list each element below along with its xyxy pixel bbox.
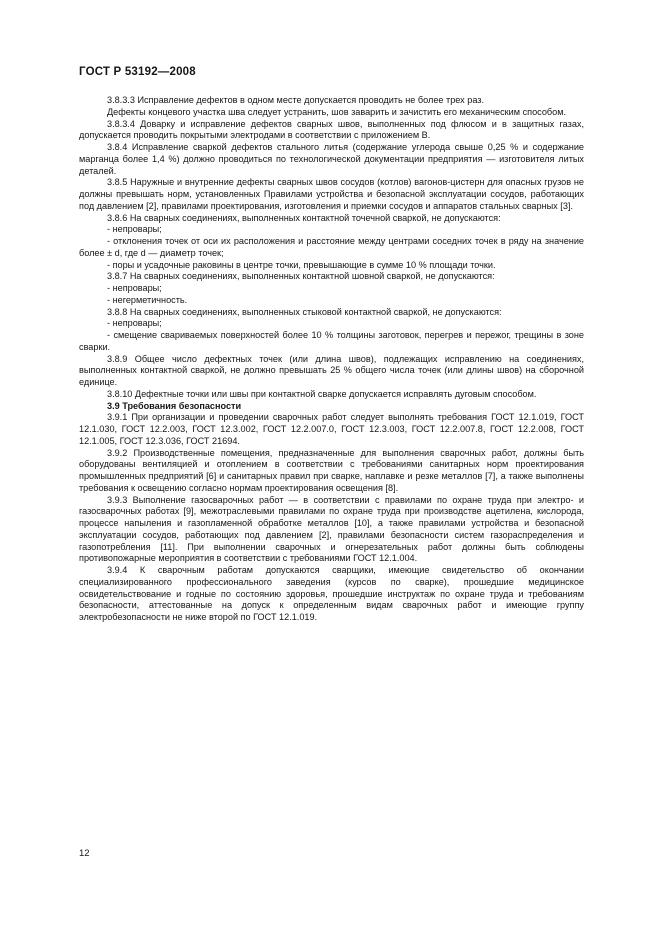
list-item: - непровары; (107, 283, 162, 293)
paragraph: Дефекты концевого участка шва следует устранить, шов заварить и зачистить его механическим способом. (107, 106, 567, 117)
paragraph: 3.8.3.4 Доварку и исправление дефектов сварных швов, выполненных под флюсом и в защитных газах, допускается проводить покрытыми электродами в соответствии с приложением В. (79, 118, 584, 141)
paragraph: 3.8.3.3 Исправление дефектов в одном месте допускается проводить не более трех раз. (107, 95, 485, 105)
paragraph: 3.8.9 Общее число дефектных точек (или длина швов), подлежащих исправлению на соединениях, выполненных контактной сваркой, не должно превышать 25 % общего числа точек (или длины швов) на сборочной единице. (79, 353, 584, 387)
paragraph: 3.9.2 Производственные помещения, предназначенные для выполнения сварочных работ, должны быть оборудованы вентиляцией и отоплением в соответствии с требованиями санитарных норм проектирования промышленных предприятий [6] и санитарных правил при сварке, наплавке и резке металлов [7], а также выполнены требования к освещению согласно нормам проектирования освещения [8]. (79, 447, 584, 493)
paragraph: 3.8.5 Наружные и внутренние дефекты сварных швов сосудов (котлов) вагонов-цистерн для опасных грузов не должны превышать норм, установленных Правилами устройства и безопасной эксплуатации сосудов, работающих под давлением [2], правилами проектирования, изготовления и приемки сосудов и аппаратов стальных сварных [3]. (79, 177, 584, 211)
section-heading: 3.9 Требования безопасности (107, 400, 242, 411)
list-item: - смещение свариваемых поверхностей более 10 % толщины заготовок, перегрев и пережог, трещины в зоне сварки. (79, 330, 584, 352)
paragraph: 3.9.3 Выполнение газосварочных работ — в соответствии с правилами по охране труда при электро- и газосварочных работах [9], межотраслевыми правилами по охране труда при производстве ацетилена, кислорода, процессе напыления и газопламенной обработке металлов [10], а также правилами устройства и безопасной эксплуатации сосудов, работающих под давлением [2], правилами безопасности систем газораспределения и газопотребления [11]. При выполнении сварочных и огнерезательных работ должны быть соблюдены противопожарные мероприятия в соответствии с требованиями ГОСТ 12.1.004. (79, 494, 584, 564)
list-item: - непровары; (107, 318, 162, 329)
page-number: 12 (79, 848, 90, 859)
paragraph: 3.8.10 Дефектные точки или швы при контактной сварке допускается исправлять дуговым способом. (107, 388, 537, 399)
document-body (79, 95, 584, 624)
list-item: - отклонения точек от оси их расположения и расстояние между центрами соседних точек в ряду на значение более ± d, где d — диаметр точек; (79, 236, 584, 258)
list-item: - непровары; (107, 224, 162, 235)
paragraph: 3.8.7 На сварных соединениях, выполненных контактной шовной сваркой, не допускаются: (107, 271, 495, 282)
paragraph: 3.8.8 На сварных соединениях, выполненных стыковой контактной сваркой, не допускаются: (107, 306, 502, 317)
list-item: - поры и усадочные раковины в центре точки, превышающие в сумме 10 % площади точки. (107, 259, 496, 270)
list-item: - негерметичность. (107, 294, 188, 305)
paragraph: 3.8.4 Исправление сваркой дефектов стального литья (содержание углерода свыше 0,25 % и содержание марганца более 1,4 %) должно проводиться по технологической документации предприятия — изготовителя литых деталей. (79, 142, 584, 176)
paragraph: 3.9.1 При организации и проведении сварочных работ следует выполнять требования ГОСТ 12.1.019, ГОСТ 12.1.030, ГОСТ 12.2.003, ГОСТ 12.3.002, ГОСТ 12.2.007.0, ГОСТ 12.3.003, ГОСТ 12.2.007.8, ГОСТ 12.2.008, ГОСТ 12.1.005, ГОСТ 12.3.036, ГОСТ 21694. (79, 412, 584, 446)
paragraph: 3.9.4 К сварочным работам допускаются сварщики, имеющие свидетельство об окончании специализированного профессионального заведения (курсов по сварке), прошедшие медицинское освидетельствование и годные по состоянию здоровья, прошедшие инструктаж по охране труда и требованиям безопасности, аттестованные на допуск к определенным видам сварочных работ и имеющие группу электробезопасности не ниже второй по ГОСТ 12.1.019. (79, 565, 584, 622)
standard-header: ГОСТ Р 53192—2008 (79, 66, 196, 78)
paragraph: 3.8.6 На сварных соединениях, выполненных контактной точечной сваркой, не допускаются: (107, 212, 501, 223)
